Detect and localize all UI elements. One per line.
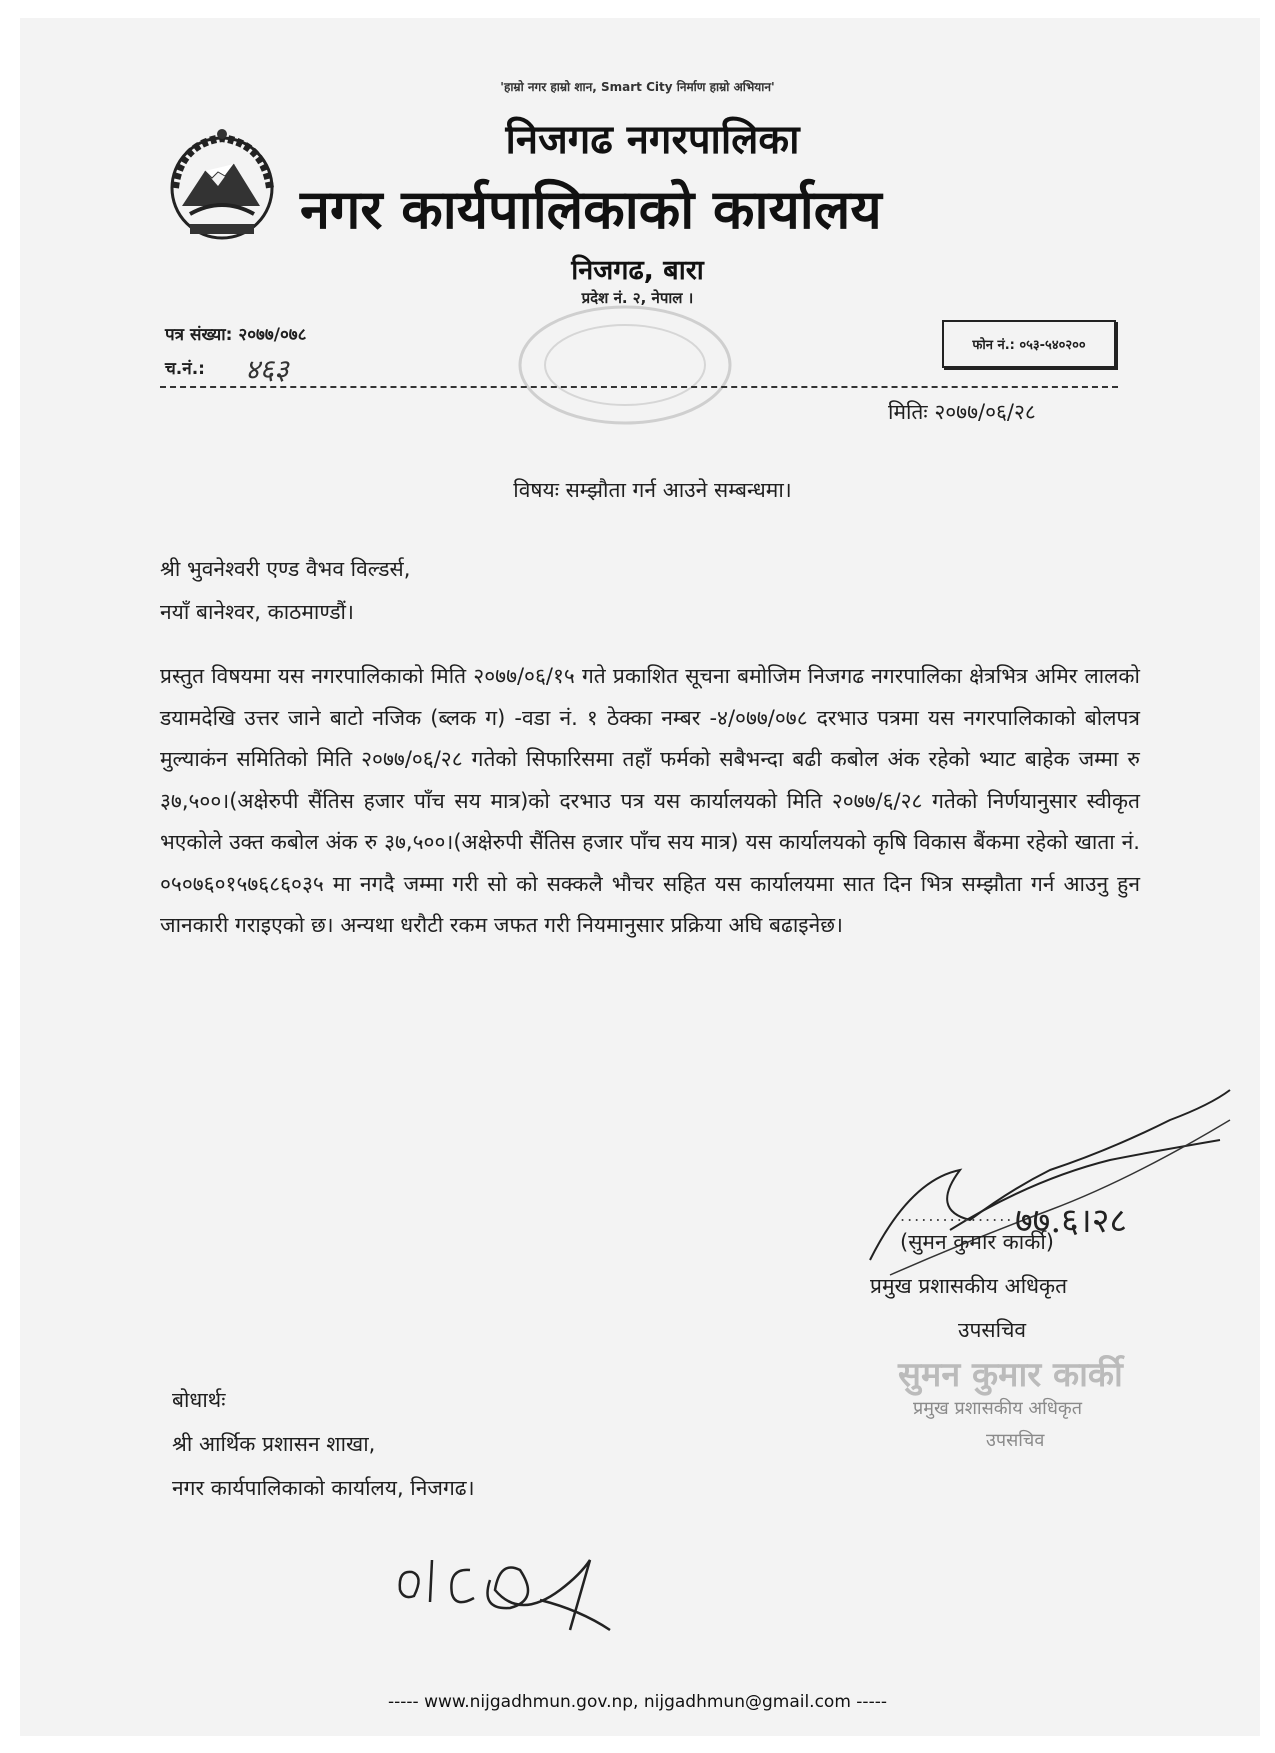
svg-text:७७.६।२८: ७७.६।२८ [1015, 1201, 1128, 1241]
header-divider [160, 386, 1118, 388]
letter-body: प्रस्तुत विषयमा यस नगरपालिकाको मिति २०७७/०६/१५ गते प्रकाशित सूचना बमोजिम निजगढ नगरपालिका क्षेत्रभित्र अमिर लालको डयामदेखि उत्तर जाने बाटो नजिक (ब्लक ग) -वडा नं. १ ठेक्का नम्बर -४/०७७/०७८ दरभाउ पत्रमा यस नगरपालिकाको बोलपत्र मुल्याकंन समितिको मिति २०७७/०६/२८ गतेको सिफारिसमा तहाँ फर्मको सबैभन्दा बढी कबोल अंक रहेको भ्याट बाहेक जम्मा रु ३७,५००।(अक्षेरुपी सैंतिस हजार पाँच सय मात्र)को दरभाउ पत्र यस कार्यालयको मिति २०७७/६/२८ गतेको निर्णयानुसार स्वीकृत भएकोले उक्त कबोल अंक रु ३७,५००।(अक्षेरुपी सैंतिस हजार पाँच सय मात्र) यस कार्यालयको कृषि विकास बैंकमा रहेको खाता नं. ०५०७६०१५७६८६०३५ मा नगदै जम्मा गरी सो को सक्कलै भौचर सहित यस कार्यालयमा सात दिन भित्र सम्झौता गर्न आउनु हुन जानकारी गराइएको छ। अन्यथा धरौटी रकम जफत गरी नियमानुसार प्रक्रिया अघि बढाइनेछ। [160, 664, 1140, 937]
dispatch-number: ४६३ [245, 353, 289, 386]
cc-recipient: श्री आर्थिक प्रशासन शाखा, [172, 1432, 376, 1456]
addressee-address: नयाँ बानेश्वर, काठमाण्डौं। [160, 600, 354, 624]
phone-number: फोन नं.: ०५३-५४०२०० [972, 338, 1086, 353]
footer-contact: ----- www.nijgadhmun.gov.np, nijgadhmun@gmail.com ----- [388, 1692, 887, 1712]
stamp-rank: उपसचिव [986, 1430, 1045, 1451]
office-name: नगर कार्यपालिकाको कार्यालय [300, 178, 882, 241]
location: निजगढ, बारा [571, 255, 704, 286]
addressee-name: श्री भुवनेश्वरी एण्ड वैभव विल्डर्स, [160, 557, 411, 581]
phone-box [942, 320, 1116, 368]
signatory-rank: उपसचिव [958, 1318, 1027, 1342]
stamp-name: सुमन कुमार कार्की [898, 1355, 1123, 1395]
letter-number: पत्र संख्या: २०७७/०७८ [165, 325, 307, 345]
dispatch-label: च.नं.: [165, 359, 205, 379]
signatory-title: प्रमुख प्रशासकीय अधिकृत [870, 1274, 1068, 1298]
signatory-name: (सुमन कुमार कार्की) [900, 1230, 1054, 1254]
subject-line: विषयः सम्झौता गर्न आउने सम्बन्धमा। [513, 478, 792, 502]
stamp-title: प्रमुख प्रशासकीय अधिकृत [913, 1398, 1082, 1419]
handwritten-initials-icon [390, 1530, 630, 1640]
signature-dots: ................ [900, 1206, 1014, 1225]
cc-recipient-address: नगर कार्यपालिकाको कार्यालय, निजगढ। [172, 1476, 475, 1500]
letter-date: मितिः २०७७/०६/२८ [888, 400, 1036, 424]
cc-heading: बोधार्थः [172, 1388, 226, 1412]
office-seal-faint-icon [510, 300, 740, 430]
province: प्रदेश नं. २, नेपाल । [581, 289, 694, 307]
slogan: 'हाम्रो नगर हाम्रो शान, Smart City निर्माण हाम्रो अभियान' [500, 80, 775, 94]
municipality-name: निजगढ नगरपालिका [505, 117, 800, 163]
